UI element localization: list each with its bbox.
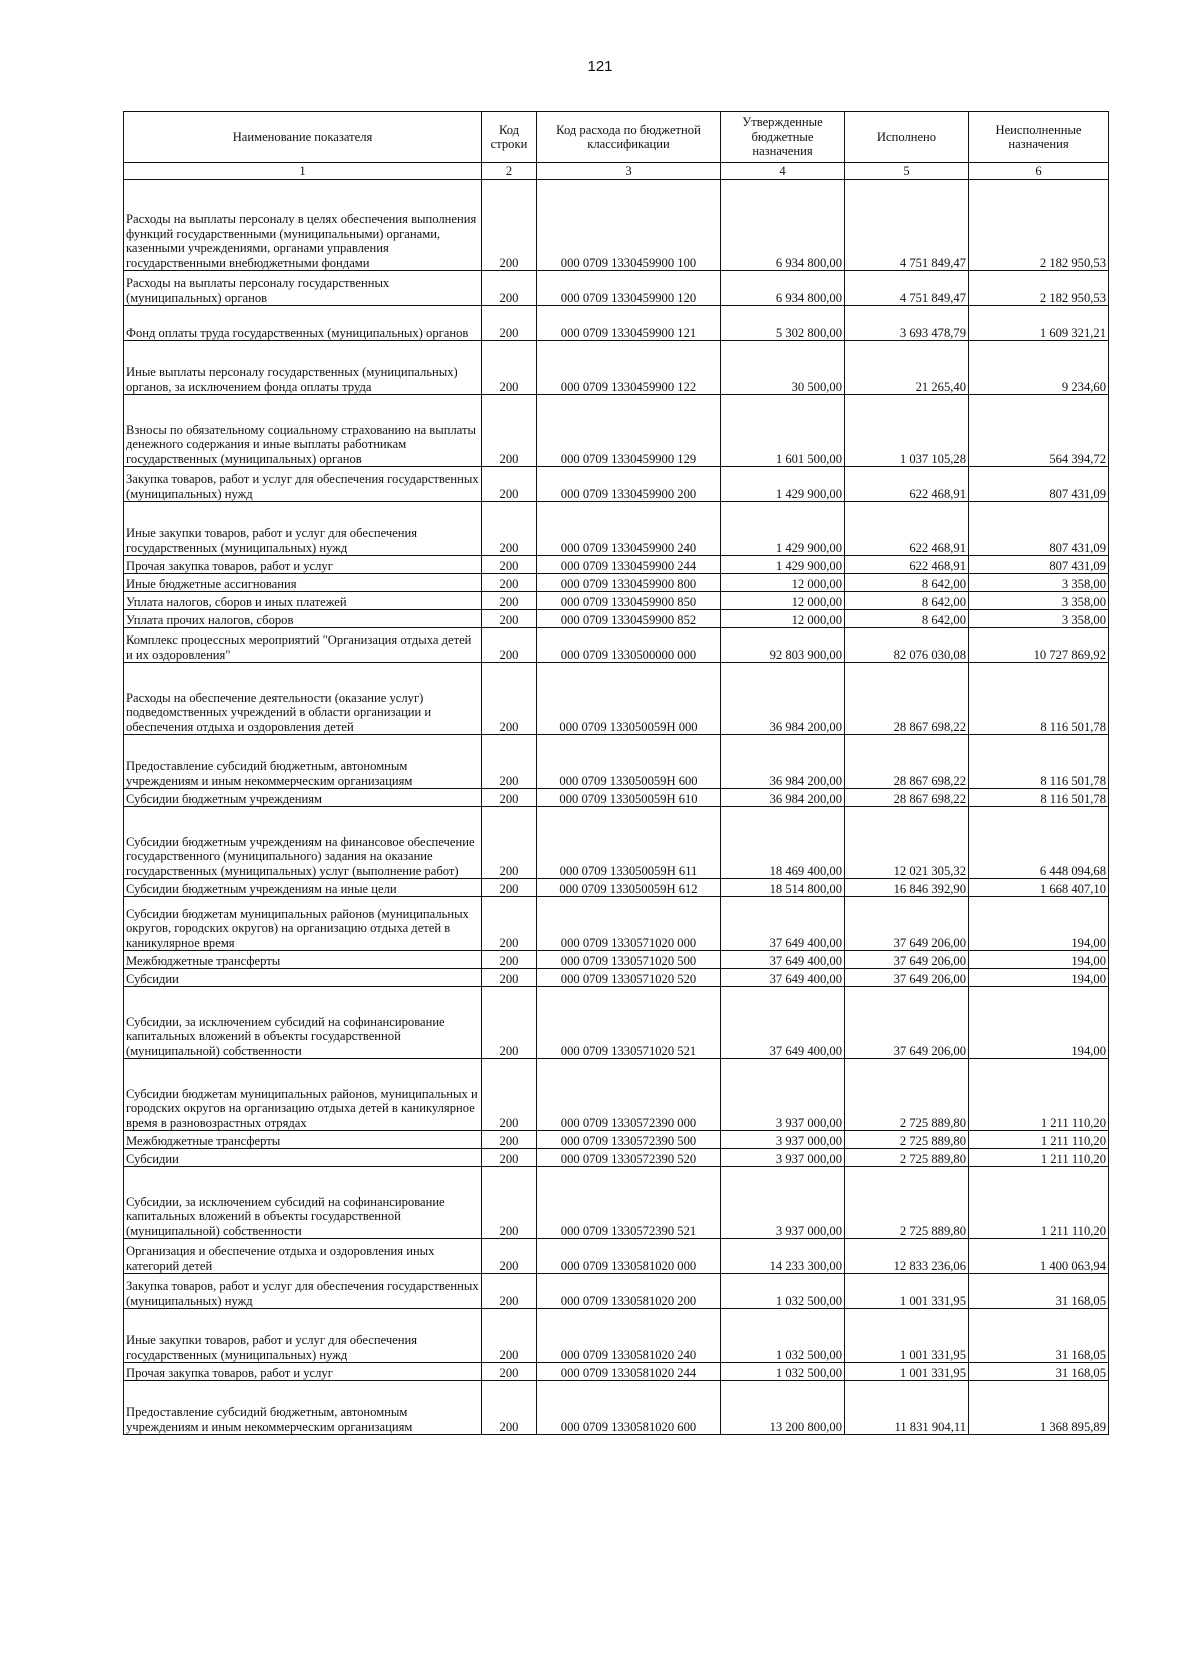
budget-code: 000 0709 1330459900 122 (537, 341, 721, 395)
table-row (124, 807, 1109, 879)
budget-execution-table (123, 111, 1109, 1435)
approved-amount: 37 649 400,00 (721, 951, 845, 969)
table-row (124, 951, 1109, 969)
unexecuted-amount: 6 448 094,68 (969, 807, 1109, 879)
executed-amount: 16 846 392,90 (845, 879, 969, 897)
column-number: 5 (845, 163, 969, 180)
header-approved: Утвержденные бюджетные назначения (721, 112, 845, 163)
executed-amount: 37 649 206,00 (845, 951, 969, 969)
header-executed: Исполнено (845, 112, 969, 163)
executed-amount: 82 076 030,08 (845, 628, 969, 663)
budget-code: 000 0709 1330459900 120 (537, 271, 721, 306)
executed-amount: 37 649 206,00 (845, 969, 969, 987)
budget-code: 000 0709 1330459900 121 (537, 306, 721, 341)
executed-amount: 28 867 698,22 (845, 735, 969, 789)
indicator-name: Иные бюджетные ассигнования (124, 574, 482, 592)
approved-amount: 37 649 400,00 (721, 987, 845, 1059)
line-code: 200 (482, 467, 537, 502)
table-row (124, 879, 1109, 897)
column-number: 2 (482, 163, 537, 180)
line-code: 200 (482, 735, 537, 789)
executed-amount: 12 833 236,06 (845, 1239, 969, 1274)
executed-amount: 37 649 206,00 (845, 897, 969, 951)
approved-amount: 1 032 500,00 (721, 1363, 845, 1381)
indicator-name: Иные закупки товаров, работ и услуг для обеспечения государственных (муниципальных) нужд (124, 1309, 482, 1363)
executed-amount: 622 468,91 (845, 502, 969, 556)
table-row (124, 1131, 1109, 1149)
budget-code: 000 0709 1330459900 100 (537, 180, 721, 271)
budget-code: 000 0709 1330459900 200 (537, 467, 721, 502)
budget-code: 000 0709 1330572390 520 (537, 1149, 721, 1167)
approved-amount: 12 000,00 (721, 592, 845, 610)
executed-amount: 1 037 105,28 (845, 395, 969, 467)
line-code: 200 (482, 502, 537, 556)
executed-amount: 2 725 889,80 (845, 1131, 969, 1149)
approved-amount: 1 429 900,00 (721, 502, 845, 556)
unexecuted-amount: 1 400 063,94 (969, 1239, 1109, 1274)
table-row (124, 341, 1109, 395)
approved-amount: 36 984 200,00 (721, 735, 845, 789)
indicator-name: Организация и обеспечение отдыха и оздоровления иных категорий детей (124, 1239, 482, 1274)
executed-amount: 37 649 206,00 (845, 987, 969, 1059)
indicator-name: Субсидии, за исключением субсидий на софинансирование капитальных вложений в объекты государственной (муниципальной) собственности (124, 1167, 482, 1239)
budget-code: 000 0709 1330581020 240 (537, 1309, 721, 1363)
line-code: 200 (482, 1059, 537, 1131)
unexecuted-amount: 10 727 869,92 (969, 628, 1109, 663)
line-code: 200 (482, 897, 537, 951)
approved-amount: 3 937 000,00 (721, 1059, 845, 1131)
budget-code: 000 0709 1330572390 000 (537, 1059, 721, 1131)
column-number: 3 (537, 163, 721, 180)
line-code: 200 (482, 1363, 537, 1381)
indicator-name: Субсидии бюджетам муниципальных районов, муниципальных и городских округов на организацию отдыха детей в каникулярное время в разновозрастных отрядах (124, 1059, 482, 1131)
executed-amount: 2 725 889,80 (845, 1059, 969, 1131)
table-header-row (124, 112, 1109, 163)
indicator-name: Прочая закупка товаров, работ и услуг (124, 556, 482, 574)
budget-code: 000 0709 133050059Н 611 (537, 807, 721, 879)
budget-code: 000 0709 1330459900 852 (537, 610, 721, 628)
indicator-name: Взносы по обязательному социальному страхованию на выплаты денежного содержания и иные выплаты работникам государственных (муниципальных) органов (124, 395, 482, 467)
unexecuted-amount: 8 116 501,78 (969, 735, 1109, 789)
indicator-name: Субсидии, за исключением субсидий на софинансирование капитальных вложений в объекты государственной (муниципальной) собственности (124, 987, 482, 1059)
line-code: 200 (482, 1167, 537, 1239)
approved-amount: 1 429 900,00 (721, 556, 845, 574)
table-row (124, 1239, 1109, 1274)
line-code: 200 (482, 1274, 537, 1309)
budget-code: 000 0709 1330500000 000 (537, 628, 721, 663)
table-row (124, 1363, 1109, 1381)
unexecuted-amount: 564 394,72 (969, 395, 1109, 467)
approved-amount: 1 032 500,00 (721, 1309, 845, 1363)
table-row (124, 1381, 1109, 1435)
unexecuted-amount: 2 182 950,53 (969, 180, 1109, 271)
unexecuted-amount: 3 358,00 (969, 610, 1109, 628)
unexecuted-amount: 807 431,09 (969, 502, 1109, 556)
table-row (124, 271, 1109, 306)
executed-amount: 8 642,00 (845, 610, 969, 628)
executed-amount: 12 021 305,32 (845, 807, 969, 879)
executed-amount: 1 001 331,95 (845, 1274, 969, 1309)
budget-code: 000 0709 1330459900 800 (537, 574, 721, 592)
approved-amount: 3 937 000,00 (721, 1149, 845, 1167)
approved-amount: 6 934 800,00 (721, 180, 845, 271)
unexecuted-amount: 1 609 321,21 (969, 306, 1109, 341)
approved-amount: 36 984 200,00 (721, 789, 845, 807)
line-code: 200 (482, 879, 537, 897)
table-row (124, 628, 1109, 663)
budget-code: 000 0709 133050059Н 612 (537, 879, 721, 897)
approved-amount: 5 302 800,00 (721, 306, 845, 341)
unexecuted-amount: 3 358,00 (969, 592, 1109, 610)
unexecuted-amount: 1 211 110,20 (969, 1131, 1109, 1149)
line-code: 200 (482, 1381, 537, 1435)
line-code: 200 (482, 628, 537, 663)
column-number: 1 (124, 163, 482, 180)
approved-amount: 3 937 000,00 (721, 1167, 845, 1239)
indicator-name: Комплекс процессных мероприятий "Организация отдыха детей и их оздоровления" (124, 628, 482, 663)
indicator-name: Субсидии (124, 969, 482, 987)
table-row (124, 663, 1109, 735)
table-row (124, 556, 1109, 574)
indicator-name: Субсидии бюджетам муниципальных районов (муниципальных округов, городских округов) на организацию отдыха детей в каникулярное время (124, 897, 482, 951)
indicator-name: Межбюджетные трансферты (124, 951, 482, 969)
unexecuted-amount: 194,00 (969, 951, 1109, 969)
unexecuted-amount: 807 431,09 (969, 467, 1109, 502)
approved-amount: 92 803 900,00 (721, 628, 845, 663)
line-code: 200 (482, 592, 537, 610)
table-row (124, 395, 1109, 467)
column-number: 4 (721, 163, 845, 180)
table-row (124, 987, 1109, 1059)
budget-code: 000 0709 1330572390 500 (537, 1131, 721, 1149)
table-row (124, 180, 1109, 271)
budget-code: 000 0709 1330581020 000 (537, 1239, 721, 1274)
header-budget-code: Код расхода по бюджетной классификации (537, 112, 721, 163)
line-code: 200 (482, 969, 537, 987)
executed-amount: 1 001 331,95 (845, 1363, 969, 1381)
indicator-name: Субсидии бюджетным учреждениям на финансовое обеспечение государственного (муниципального) задания на оказание государственных (муниципальных) услуг (выполнение работ) (124, 807, 482, 879)
approved-amount: 12 000,00 (721, 610, 845, 628)
indicator-name: Расходы на выплаты персоналу в целях обеспечения выполнения функций государственными (муниципальными) органами, казенными учреждениями, органами управления государственными внебюджетными фондами (124, 180, 482, 271)
table-row (124, 502, 1109, 556)
unexecuted-amount: 2 182 950,53 (969, 271, 1109, 306)
table-row (124, 1149, 1109, 1167)
executed-amount: 622 468,91 (845, 556, 969, 574)
line-code: 200 (482, 180, 537, 271)
indicator-name: Иные закупки товаров, работ и услуг для обеспечения государственных (муниципальных) нужд (124, 502, 482, 556)
budget-code: 000 0709 1330581020 200 (537, 1274, 721, 1309)
approved-amount: 1 429 900,00 (721, 467, 845, 502)
executed-amount: 4 751 849,47 (845, 271, 969, 306)
line-code: 200 (482, 574, 537, 592)
executed-amount: 8 642,00 (845, 592, 969, 610)
approved-amount: 30 500,00 (721, 341, 845, 395)
budget-code: 000 0709 1330572390 521 (537, 1167, 721, 1239)
approved-amount: 12 000,00 (721, 574, 845, 592)
page-number: 121 (587, 58, 613, 75)
indicator-name: Субсидии бюджетным учреждениям на иные цели (124, 879, 482, 897)
table-row (124, 897, 1109, 951)
header-name: Наименование показателя (124, 112, 482, 163)
budget-code: 000 0709 1330581020 244 (537, 1363, 721, 1381)
budget-code: 000 0709 1330571020 000 (537, 897, 721, 951)
executed-amount: 11 831 904,11 (845, 1381, 969, 1435)
indicator-name: Межбюджетные трансферты (124, 1131, 482, 1149)
line-code: 200 (482, 789, 537, 807)
unexecuted-amount: 31 168,05 (969, 1274, 1109, 1309)
approved-amount: 1 601 500,00 (721, 395, 845, 467)
line-code: 200 (482, 271, 537, 306)
unexecuted-amount: 31 168,05 (969, 1363, 1109, 1381)
indicator-name: Субсидии (124, 1149, 482, 1167)
unexecuted-amount: 3 358,00 (969, 574, 1109, 592)
executed-amount: 622 468,91 (845, 467, 969, 502)
line-code: 200 (482, 395, 537, 467)
table-row (124, 1309, 1109, 1363)
line-code: 200 (482, 987, 537, 1059)
line-code: 200 (482, 306, 537, 341)
unexecuted-amount: 194,00 (969, 897, 1109, 951)
table-row (124, 1274, 1109, 1309)
unexecuted-amount: 194,00 (969, 987, 1109, 1059)
executed-amount: 3 693 478,79 (845, 306, 969, 341)
unexecuted-amount: 1 211 110,20 (969, 1149, 1109, 1167)
line-code: 200 (482, 1309, 537, 1363)
indicator-name: Прочая закупка товаров, работ и услуг (124, 1363, 482, 1381)
indicator-name: Уплата налогов, сборов и иных платежей (124, 592, 482, 610)
executed-amount: 28 867 698,22 (845, 663, 969, 735)
header-line-code: Код строки (482, 112, 537, 163)
indicator-name: Иные выплаты персоналу государственных (муниципальных) органов, за исключением фонда оплаты труда (124, 341, 482, 395)
budget-code: 000 0709 133050059Н 600 (537, 735, 721, 789)
indicator-name: Закупка товаров, работ и услуг для обеспечения государственных (муниципальных) нужд (124, 1274, 482, 1309)
approved-amount: 36 984 200,00 (721, 663, 845, 735)
indicator-name: Закупка товаров, работ и услуг для обеспечения государственных (муниципальных) нужд (124, 467, 482, 502)
budget-code: 000 0709 1330459900 244 (537, 556, 721, 574)
executed-amount: 28 867 698,22 (845, 789, 969, 807)
table-row (124, 1059, 1109, 1131)
unexecuted-amount: 1 211 110,20 (969, 1167, 1109, 1239)
executed-amount: 2 725 889,80 (845, 1167, 969, 1239)
table-row (124, 789, 1109, 807)
line-code: 200 (482, 1149, 537, 1167)
line-code: 200 (482, 807, 537, 879)
approved-amount: 6 934 800,00 (721, 271, 845, 306)
indicator-name: Уплата прочих налогов, сборов (124, 610, 482, 628)
line-code: 200 (482, 1131, 537, 1149)
unexecuted-amount: 31 168,05 (969, 1309, 1109, 1363)
executed-amount: 4 751 849,47 (845, 180, 969, 271)
budget-code: 000 0709 1330571020 521 (537, 987, 721, 1059)
table-row (124, 592, 1109, 610)
approved-amount: 1 032 500,00 (721, 1274, 845, 1309)
unexecuted-amount: 8 116 501,78 (969, 789, 1109, 807)
executed-amount: 2 725 889,80 (845, 1149, 969, 1167)
indicator-name: Предоставление субсидий бюджетным, автономным учреждениям и иным некоммерческим организациям (124, 1381, 482, 1435)
executed-amount: 21 265,40 (845, 341, 969, 395)
approved-amount: 3 937 000,00 (721, 1131, 845, 1149)
table-row (124, 306, 1109, 341)
budget-code: 000 0709 133050059Н 610 (537, 789, 721, 807)
approved-amount: 18 514 800,00 (721, 879, 845, 897)
approved-amount: 14 233 300,00 (721, 1239, 845, 1274)
budget-code: 000 0709 1330459900 240 (537, 502, 721, 556)
table-row (124, 467, 1109, 502)
unexecuted-amount: 9 234,60 (969, 341, 1109, 395)
indicator-name: Расходы на выплаты персоналу государственных (муниципальных) органов (124, 271, 482, 306)
column-number: 6 (969, 163, 1109, 180)
line-code: 200 (482, 556, 537, 574)
header-unexecuted: Неисполненные назначения (969, 112, 1109, 163)
budget-code: 000 0709 1330571020 520 (537, 969, 721, 987)
budget-code: 000 0709 133050059Н 000 (537, 663, 721, 735)
budget-code: 000 0709 1330581020 600 (537, 1381, 721, 1435)
executed-amount: 1 001 331,95 (845, 1309, 969, 1363)
indicator-name: Фонд оплаты труда государственных (муниципальных) органов (124, 306, 482, 341)
approved-amount: 13 200 800,00 (721, 1381, 845, 1435)
approved-amount: 37 649 400,00 (721, 897, 845, 951)
approved-amount: 18 469 400,00 (721, 807, 845, 879)
unexecuted-amount: 1 368 895,89 (969, 1381, 1109, 1435)
indicator-name: Предоставление субсидий бюджетным, автономным учреждениям и иным некоммерческим организациям (124, 735, 482, 789)
approved-amount: 37 649 400,00 (721, 969, 845, 987)
line-code: 200 (482, 663, 537, 735)
line-code: 200 (482, 341, 537, 395)
unexecuted-amount: 194,00 (969, 969, 1109, 987)
budget-code: 000 0709 1330459900 850 (537, 592, 721, 610)
table-row (124, 735, 1109, 789)
table-row (124, 969, 1109, 987)
table-row (124, 610, 1109, 628)
budget-code: 000 0709 1330571020 500 (537, 951, 721, 969)
unexecuted-amount: 1 211 110,20 (969, 1059, 1109, 1131)
unexecuted-amount: 1 668 407,10 (969, 879, 1109, 897)
line-code: 200 (482, 951, 537, 969)
table-row (124, 1167, 1109, 1239)
indicator-name: Субсидии бюджетным учреждениям (124, 789, 482, 807)
column-number-row (124, 163, 1109, 180)
unexecuted-amount: 8 116 501,78 (969, 663, 1109, 735)
indicator-name: Расходы на обеспечение деятельности (оказание услуг) подведомственных учреждений в области организации и обеспечения отдыха и оздоровления детей (124, 663, 482, 735)
budget-code: 000 0709 1330459900 129 (537, 395, 721, 467)
line-code: 200 (482, 610, 537, 628)
line-code: 200 (482, 1239, 537, 1274)
table-row (124, 574, 1109, 592)
executed-amount: 8 642,00 (845, 574, 969, 592)
unexecuted-amount: 807 431,09 (969, 556, 1109, 574)
